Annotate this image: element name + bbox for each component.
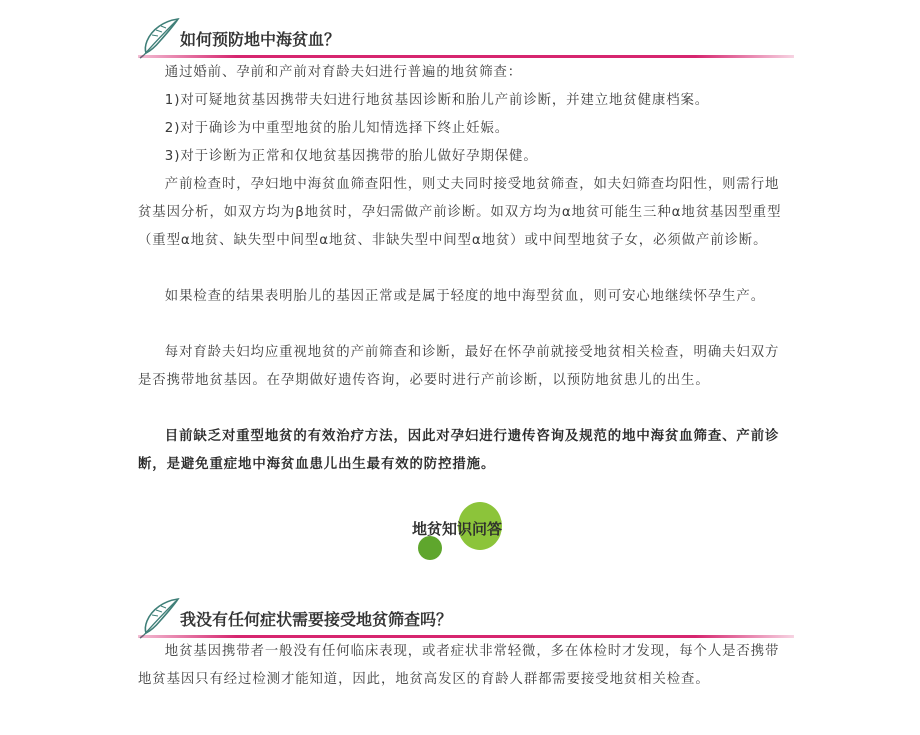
qa-section-badge	[408, 500, 518, 562]
paragraph-carrier-info: 地贫基因携带者一般没有任何临床表现，或者症状非常轻微，多在体检时才发现，每个人是否携带地贫基因只有经过检测才能知道，因此，地贫高发区的育龄人群都需要接受地贫相关检查。	[138, 644, 780, 687]
section-header-prevention	[138, 17, 794, 59]
list-item-3: 3)对于诊断为正常和仅地贫基因携带的胎儿做好孕期保健。	[164, 149, 538, 164]
paragraph-intro: 通过婚前、孕前和产前对育龄夫妇进行普遍的地贫筛查：	[164, 65, 523, 80]
section-title: 如何预防地中海贫血？	[180, 30, 341, 49]
feather-quill-icon	[138, 597, 182, 639]
feather-quill-icon	[138, 17, 182, 59]
green-circle-decoration	[418, 536, 442, 560]
paragraph-key-conclusion: 目前缺乏对重型地贫的有效治疗方法，因此对孕妇进行遗传咨询及规范的地中海贫血筛查、产前诊断，是避免重症地中海贫血患儿出生最有效的防控措施。	[138, 429, 780, 472]
section-title: 我没有任何症状需要接受地贫筛查吗？	[180, 610, 453, 629]
qa-badge-label: 地贫知识问答	[412, 520, 503, 538]
section-header-screening-question	[138, 597, 794, 639]
paragraph-couple-advice: 每对育龄夫妇均应重视地贫的产前筛查和诊断，最好在怀孕前就接受地贫相关检查，明确夫妇双方是否携带地贫基因。在孕期做好遗传咨询，必要时进行产前诊断，以预防地贫患儿的出生。	[138, 345, 780, 388]
list-item-2: 2)对于确诊为中重型地贫的胎儿知情选择下终止妊娠。	[164, 121, 510, 136]
list-item-1: 1)对可疑地贫基因携带夫妇进行地贫基因诊断和胎儿产前诊断，并建立地贫健康档案。	[164, 93, 710, 108]
paragraph-normal-result: 如果检查的结果表明胎儿的基因正常或是属于轻度的地中海型贫血，则可安心地继续怀孕生产。	[164, 289, 765, 304]
section-divider	[138, 55, 794, 58]
paragraph-prenatal-screening: 产前检查时，孕妇地中海贫血筛查阳性，则丈夫同时接受地贫筛查，如夫妇筛查均阳性，则需行地贫基因分析，如双方均为β地贫时，孕妇需做产前诊断。如双方均为α地贫可能生三种α地贫基因型重型（重型α地贫、缺失型中间型α地贫、非缺失型中间型α地贫）或中间型地贫子女，必须做产前诊断。	[138, 177, 782, 248]
